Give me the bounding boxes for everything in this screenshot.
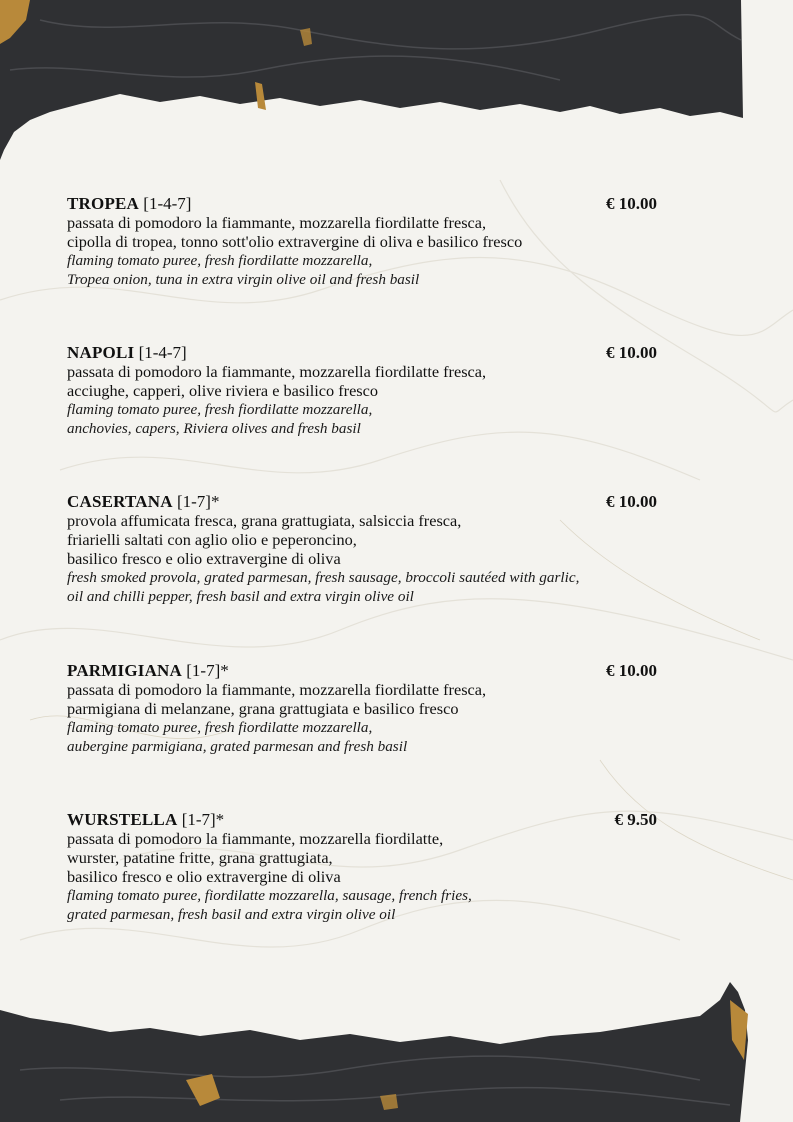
- italian-description: basilico fresco e olio extravergine di oliva: [67, 867, 341, 886]
- english-description: grated parmesan, fresh basil and extra virgin olive oil: [67, 906, 396, 923]
- italian-description: parmigiana di melanzane, grana grattugiata e basilico fresco: [67, 699, 459, 718]
- item-name: TROPEA: [67, 194, 140, 213]
- italian-description: acciughe, capperi, olive riviera e basilico fresco: [67, 381, 378, 400]
- item-header: [67, 343, 657, 362]
- item-header: [67, 194, 657, 213]
- italian-description: passata di pomodoro la fiammante, mozzarella fiordilatte fresca,: [67, 362, 487, 381]
- item-price: € 10.00: [606, 194, 657, 213]
- menu-item-wurstella: [67, 810, 657, 924]
- item-name: WURSTELLA: [67, 810, 178, 829]
- english-description: flaming tomato puree, fiordilatte mozzarella, sausage, french fries,: [67, 887, 472, 904]
- english-description: flaming tomato puree, fresh fiordilatte mozzarella,: [67, 719, 373, 736]
- english-description: flaming tomato puree, fresh fiordilatte mozzarella,: [67, 252, 373, 269]
- menu-item-tropea: [67, 194, 657, 289]
- item-header: [67, 810, 657, 829]
- english-description: oil and chilli pepper, fresh basil and extra virgin olive oil: [67, 588, 414, 605]
- item-name: NAPOLI: [67, 343, 135, 362]
- english-description: Tropea onion, tuna in extra virgin olive oil and fresh basil: [67, 271, 420, 288]
- item-name: PARMIGIANA: [67, 661, 183, 680]
- english-description: fresh smoked provola, grated parmesan, fresh sausage, broccoli sautéed with garlic,: [67, 569, 580, 586]
- italian-description: passata di pomodoro la fiammante, mozzarella fiordilatte fresca,: [67, 680, 487, 699]
- italian-description: passata di pomodoro la fiammante, mozzarella fiordilatte,: [67, 829, 444, 848]
- italian-description: provola affumicata fresca, grana grattugiata, salsiccia fresca,: [67, 511, 462, 530]
- english-description: flaming tomato puree, fresh fiordilatte mozzarella,: [67, 401, 373, 418]
- item-title: [67, 661, 229, 680]
- item-price: € 10.00: [606, 492, 657, 511]
- item-price: € 9.50: [614, 810, 657, 829]
- allergen-codes: [1-7]*: [176, 492, 220, 511]
- menu-item-parmigiana: [67, 661, 657, 756]
- allergen-codes: [1-7]*: [181, 810, 225, 829]
- item-title: [67, 194, 191, 213]
- item-header: [67, 661, 657, 680]
- item-price: € 10.00: [606, 661, 657, 680]
- item-name: CASERTANA: [67, 492, 173, 511]
- italian-description: basilico fresco e olio extravergine di oliva: [67, 549, 341, 568]
- italian-description: passata di pomodoro la fiammante, mozzarella fiordilatte fresca,: [67, 213, 487, 232]
- allergen-codes: [1-4-7]: [143, 194, 192, 213]
- allergen-codes: [1-7]*: [186, 661, 229, 680]
- italian-description: friarielli saltati con aglio olio e peperoncino,: [67, 530, 357, 549]
- item-price: € 10.00: [606, 343, 657, 362]
- top-stone-band: [0, 0, 793, 170]
- menu-item-napoli: [67, 343, 657, 438]
- allergen-codes: [1-4-7]: [138, 343, 187, 362]
- italian-description: wurster, patatine fritte, grana grattugiata,: [67, 848, 333, 867]
- english-description: anchovies, capers, Riviera olives and fresh basil: [67, 420, 361, 437]
- menu-item-casertana: [67, 492, 657, 606]
- italian-description: cipolla di tropea, tonno sott'olio extravergine di oliva e basilico fresco: [67, 232, 523, 251]
- item-header: [67, 492, 657, 511]
- item-title: [67, 343, 187, 362]
- english-description: aubergine parmigiana, grated parmesan and fresh basil: [67, 738, 408, 755]
- item-title: [67, 492, 219, 511]
- item-title: [67, 810, 224, 829]
- bottom-stone-band: [0, 970, 793, 1122]
